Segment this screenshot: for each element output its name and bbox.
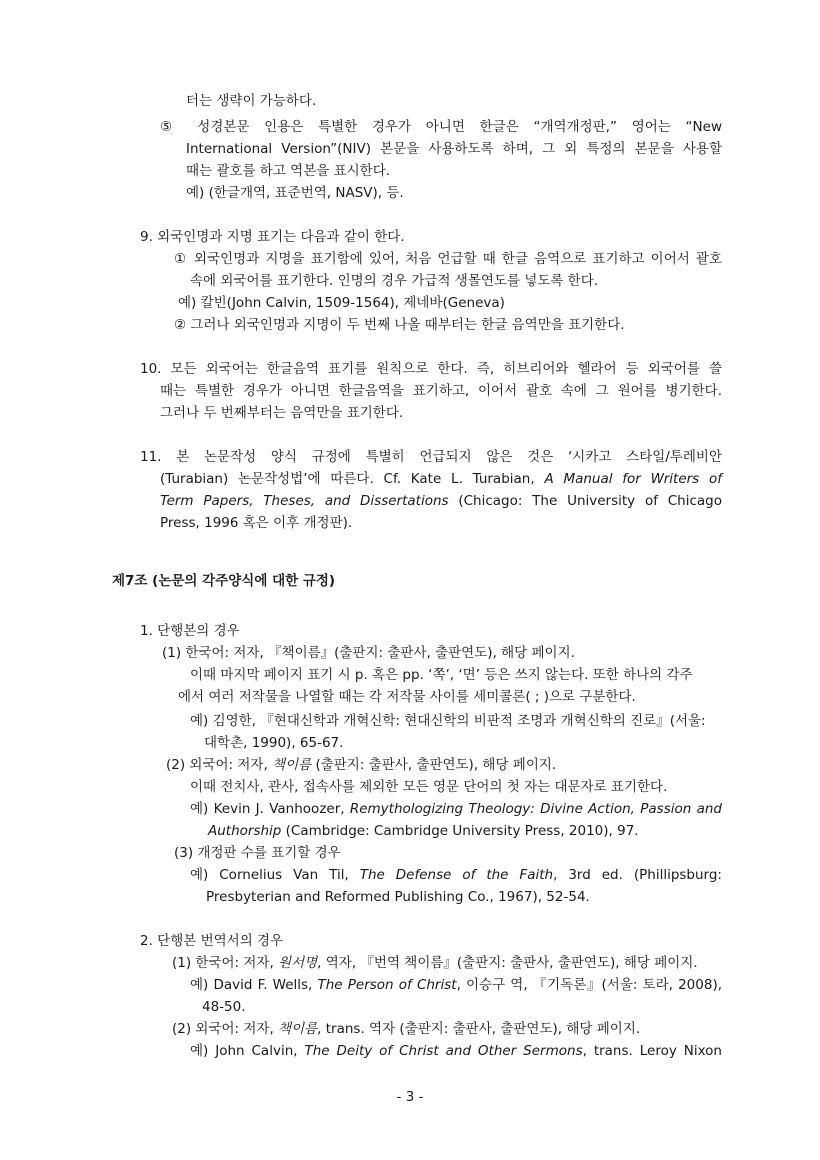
- text-line: 때는 특별한 경우가 아니면 한글음역을 표기하고, 이어서 괄호 속에 그 원어를 병기한다.: [160, 383, 722, 399]
- text-line: 터는 생략이 가능하다.: [186, 93, 317, 109]
- page-number: - 3 -: [396, 1089, 424, 1105]
- text-line: 속에 외국어를 표기한다. 인명의 경우 가급적 생몰연도를 넣도록 한다.: [190, 273, 599, 289]
- text-line: 때는 괄호를 하고 역본을 표시한다.: [186, 163, 391, 179]
- text-line: 이때 전치사, 관사, 접속사를 제외한 모든 영문 단어의 첫 자는 대문자로 표기한다.: [190, 779, 668, 795]
- text-line: 예) Kevin J. Vanhoozer, Remythologizing Theology: Divine Action, Passion and: [190, 801, 722, 817]
- text-line: 48-50.: [202, 999, 246, 1015]
- text-line: ① 외국인명과 지명을 표기함에 있어, 처음 언급할 때 한글 음역으로 표기하고 이어서 괄호: [174, 251, 722, 267]
- text-line: (2) 외국어: 저자, 책이름, trans. 역자 (출판지: 출판사, 출판연도), 해당 페이지.: [172, 1021, 641, 1037]
- text-line: ⑤ 성경본문 인용은 특별한 경우가 아니면 한글은 “개역개정판,” 영어는 “New: [160, 119, 722, 135]
- text-line: (1) 한국어: 저자, 원서명, 역자, 『번역 책이름』(출판지: 출판사, 출판연도), 해당 페이지.: [172, 955, 698, 971]
- text-line: (1) 한국어: 저자, 『책이름』(출판지: 출판사, 출판연도), 해당 페이지.: [162, 645, 575, 661]
- text-line: 2. 단행본 번역서의 경우: [140, 933, 284, 949]
- text-line: 예) (한글개역, 표준번역, NASV), 등.: [186, 185, 404, 201]
- text-line: International Version”(NIV) 본문을 사용하도록 하며, 그 외 특정의 본문을 사용할: [186, 141, 722, 157]
- text-line: 11. 본 논문작성 양식 규정에 특별히 언급되지 않은 것은 ‘시카고 스타일/투레비안: [140, 449, 722, 465]
- text-line: ② 그러나 외국인명과 지명이 두 번째 나올 때부터는 한글 음역만을 표기한다.: [174, 317, 625, 333]
- text-line: Authorship (Cambridge: Cambridge University Press, 2010), 97.: [208, 823, 639, 839]
- text-line: 이때 마지막 페이지 표기 시 p. 혹은 pp. ‘쪽’, ‘면’ 등은 쓰지 않는다. 또한 하나의 각주: [190, 667, 693, 683]
- text-line: 에서 여러 저작물을 나열할 때는 각 저작물 사이를 세미콜론( ; )으로 구분한다.: [178, 689, 636, 705]
- text-line: Term Papers, Theses, and Dissertations (Chicago: The University of Chicago: [160, 493, 722, 509]
- text-line: 예) John Calvin, The Deity of Christ and Other Sermons, trans. Leroy Nixon: [190, 1043, 722, 1059]
- text-line: 예) 칼빈(John Calvin, 1509-1564), 제네바(Geneva): [178, 295, 505, 311]
- text-line: (Turabian) 논문작성법’에 따른다. Cf. Kate L. Turabian, A Manual for Writers of: [160, 471, 722, 487]
- text-line: 10. 모든 외국어는 한글음역 표기를 원칙으로 한다. 즉, 히브리어와 헬라어 등 외국어를 쓸: [140, 361, 722, 377]
- text-line: 예) Cornelius Van Til, The Defense of the Faith, 3rd ed. (Phillipsburg:: [190, 867, 722, 883]
- text-line: (2) 외국어: 저자, 책이름 (출판지: 출판사, 출판연도), 해당 페이지.: [166, 757, 557, 773]
- text-line: (3) 개정판 수를 표기할 경우: [174, 845, 341, 861]
- text-line: 예) David F. Wells, The Person of Christ, 이승구 역, 『기독론』(서울: 토라, 2008),: [190, 977, 723, 993]
- text-line: 예) 김영한, 『현대신학과 개혁신학: 현대신학의 비판적 조명과 개혁신학의 진로』(서울:: [190, 713, 706, 729]
- text-line: 대학촌, 1990), 65-67.: [204, 735, 344, 751]
- text-line: 1. 단행본의 경우: [140, 623, 240, 639]
- text-line: 그러나 두 번째부터는 음역만을 표기한다.: [160, 405, 404, 421]
- section-heading: 제7조 (논문의 각주양식에 대한 규정): [112, 573, 336, 589]
- text-line: Press, 1996 혹은 이후 개정판).: [160, 515, 353, 531]
- text-line: Presbyterian and Reformed Publishing Co., 1967), 52-54.: [206, 889, 590, 905]
- text-line: 9. 외국인명과 지명 표기는 다음과 같이 한다.: [140, 229, 405, 245]
